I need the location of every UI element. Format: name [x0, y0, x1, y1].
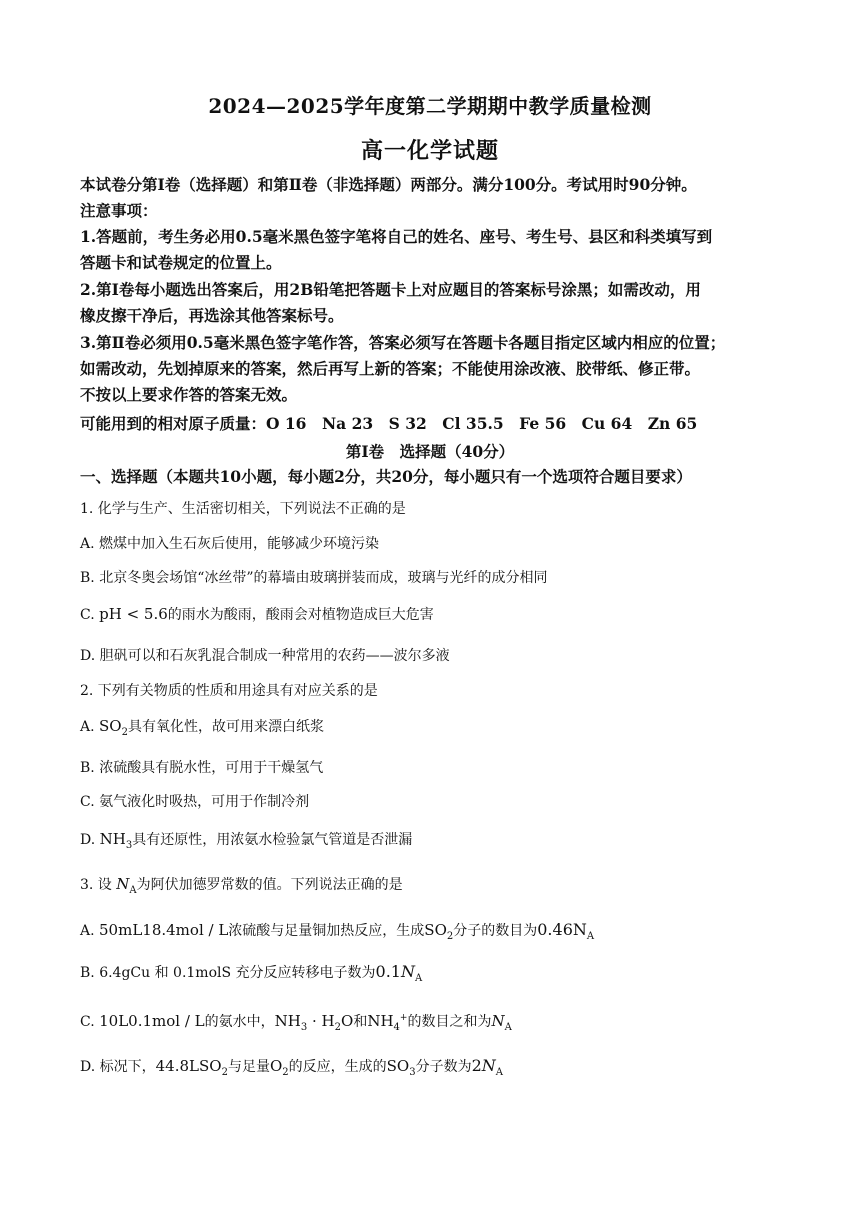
atomic-masses: 可能用到的相对原子质量：O 16 Na 23 S 32 Cl 35.5 Fe 56 Cu 64 Zn 65: [80, 414, 698, 433]
notice-item-3-line-1: 3.第Ⅱ卷必须用0.5毫米黑色签字笔作答，答案必须写在答题卡各题目指定区域内相应的位置；: [80, 333, 726, 352]
so2-formula: $SO_2$: [99, 717, 128, 738]
section-1-heading: 第Ⅰ卷 选择题（40分）: [345, 442, 515, 461]
option-label: C.: [80, 607, 95, 623]
question-3-stem: 3. 设 $N_A$为阿伏加德罗常数的值。下列说法正确的是: [80, 875, 403, 896]
notice-item-2-line-1: 2.第Ⅰ卷每小题选出答案后，用2B铅笔把答题卡上对应题目的答案标号涂黑；如需改动，用: [80, 280, 701, 299]
question-3-option-b: B. 6.4gCu 和 0.1molS 充分反应转移电子数为$0.1N_A$: [80, 962, 423, 985]
question-1-option-c: [80, 604, 800, 624]
question-1-option-d: D. 胆矾可以和石灰乳混合制成一种常用的农药——波尔多液: [80, 648, 450, 664]
ph-formula: pH < 5.6: [99, 605, 168, 623]
question-3-option-a: A. 50mL18.4mol / L浓硫酸与足量铜加热反应，生成$SO_2$分子的数目为$0.46N_A$: [80, 920, 595, 943]
notice-label: 注意事项：: [80, 201, 158, 220]
notice-item-1-line-1: 1.答题前，考生务必用0.5毫米黑色签字笔将自己的姓名、座号、考生号、县区和科类填写到: [80, 227, 713, 246]
notice-item-3-line-3: 不按以上要求作答的答案无效。: [80, 385, 298, 404]
exam-subtitle: 高一化学试题: [360, 138, 499, 164]
option-text: 的雨水为酸雨，酸雨会对植物造成巨大危害: [167, 607, 434, 623]
nh3-formula: $NH_3$: [99, 830, 133, 851]
notice-item-2-line-2: 橡皮擦干净后，再选涂其他答案标号。: [80, 306, 344, 325]
question-2-stem: 2. 下列有关物质的性质和用途具有对应关系的是: [80, 683, 378, 699]
exam-intro: 本试卷分第Ⅰ卷（选择题）和第Ⅱ卷（非选择题）两部分。满分100分。考试用时90分钟。: [80, 175, 697, 194]
question-2-option-c: C. 氨气液化时吸热，可用于作制冷剂: [80, 794, 310, 810]
question-3-option-d: D. 标况下，$44.8LSO_2$与足量$O_2$的反应，生成的$SO_3$分子数为$2N_A$: [80, 1056, 504, 1079]
question-2-option-d: [80, 829, 800, 851]
option-text: 具有还原性，用浓氨水检验氯气管道是否泄漏: [132, 832, 413, 848]
question-3-option-c: C. 10L0.1mol / L的氨水中，$NH_3 \cdot H_2O$和$NH_4^+$的数目之和为$N_A$: [80, 1012, 512, 1033]
option-label: D.: [80, 832, 96, 848]
question-2-option-a: [80, 716, 800, 738]
option-text: 具有氧化性，故可用来漂白纸浆: [127, 719, 324, 735]
notice-item-1-line-2: 答题卡和试卷规定的位置上。: [80, 253, 282, 272]
question-1-stem: 1. 化学与生产、生活密切相关，下列说法不正确的是: [80, 501, 406, 517]
question-1-option-b: B. 北京冬奥会场馆“冰丝带”的幕墙由玻璃拼装而成，玻璃与光纤的成分相同: [80, 570, 548, 586]
exam-title: 2024—2025学年度第二学期期中教学质量检测: [208, 94, 652, 118]
option-label: A.: [80, 719, 95, 735]
notice-item-3-line-2: 如需改动，先划掉原来的答案，然后再写上新的答案；不能使用涂改液、胶带纸、修正带。: [80, 359, 701, 378]
part-1-title: 一、选择题（本题共10小题，每小题2分，共20分，每小题只有一个选项符合题目要求）: [80, 467, 692, 486]
question-2-option-b: B. 浓硫酸具有脱水性，可用于干燥氢气: [80, 760, 324, 776]
question-1-option-a: A. 燃煤中加入生石灰后使用，能够减少环境污染: [80, 536, 380, 552]
